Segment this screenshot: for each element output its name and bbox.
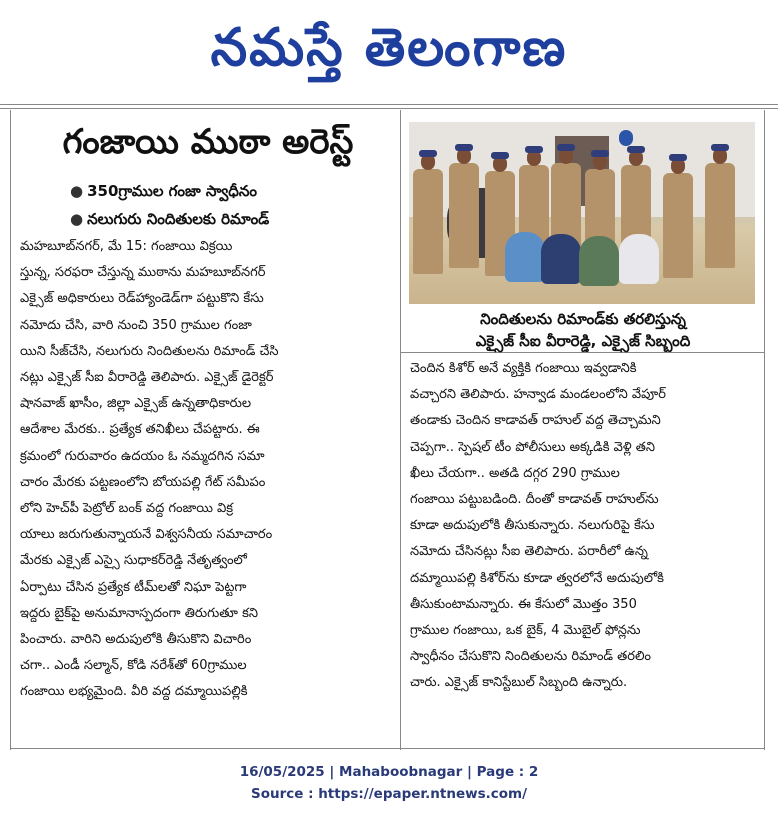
article-body-left [20, 234, 396, 706]
body-line: స్వాధీనం చేసుకొని నిందితులను రిమాండ్ తరలిం [410, 649, 652, 665]
photo-caption [410, 308, 756, 352]
bullet-2-text: నలుగురు నిందితులకు రిమాండ్ [87, 210, 270, 228]
photo-officer [413, 154, 443, 274]
body-line: గంజాయి పట్టుబడింది. దీంతో కాడావత్ రాహుల్‌ను [410, 492, 659, 508]
photo-accused [505, 232, 545, 282]
headline: గంజాయి ముఠా అరెస్ట్ [62, 122, 354, 162]
photo-accused [579, 236, 619, 286]
bullet-1 [70, 180, 257, 202]
right-border [764, 110, 765, 750]
photo-officer [705, 148, 735, 268]
photo-caption-line-1: నిందితులను రిమాండ్‌కు తరలిస్తున్న [480, 310, 686, 328]
body-line: చగా.. ఎండీ సల్మాన్, కోడి నరేశ్‌తో 60గ్రాముల [20, 658, 247, 674]
body-line: చారం మేరకు పట్టణంలోని బోయపల్లి గేట్ సమీపం [20, 474, 266, 490]
body-line: చెందిన కిశోర్ అనే వ్యక్తికి గంజాయి ఇవ్వడానికి [410, 361, 637, 376]
bottom-rule [10, 748, 764, 749]
photo-accused [541, 234, 581, 284]
body-line: కూడా అదుపులోకి తీసుకున్నారు. నలుగురిపై కేసు [410, 518, 655, 534]
body-line: మేరకు ఎక్సైజ్ ఎస్సై సుధాకర్‌రెడ్డి నేతృత్వంలో [20, 553, 247, 569]
footer-source: Source : https://epaper.ntnews.com/ [250, 786, 528, 802]
body-line: క్రమంలో గురువారం ఉదయం ఓ నమ్మదగిన సమా [20, 448, 265, 464]
body-line: నమోదు చేసి, వారి నుంచి 350 గ్రాముల గంజా [20, 317, 252, 333]
body-line: చెప్పగా.. స్పెషల్ టీం పోలీసులు అక్కడికి వెళ్లి తని [410, 439, 656, 455]
photo-officer [449, 148, 479, 268]
body-line: పించారు. వారిని అదుపులోకి తీసుకొని విచారిం [20, 632, 252, 648]
body-line: ఎక్సైజ్ అధికారులు రెడ్‌హ్యాండెడ్‌గా పట్టుకొని కేసు [20, 291, 264, 307]
footer-dateline: 16/05/2025 | Mahaboobnagar | Page : 2 [239, 764, 539, 780]
bullet-dot-icon: ● [70, 182, 84, 200]
body-line: మహబూబ్‌నగర్, మే 15: గంజాయి విక్రయి [20, 239, 233, 254]
caption-rule [400, 352, 764, 353]
bullet-1-text: 350గ్రాముల గంజా స్వాధీనం [87, 182, 257, 200]
bullet-dot-icon: ● [70, 210, 84, 228]
photo-sign-icon [619, 130, 633, 146]
body-line: ఖీలు చేయగా.. అతడి దగ్గర 290 గ్రాముల [410, 465, 620, 481]
body-line: ఇద్దరు బైక్‌పై అనుమానాస్పదంగా తిరుగుతూ కని [20, 605, 259, 621]
body-line: షానవాజ్ ఖాసీం, జిల్లా ఎక్సైజ్ ఉన్నతాధికారుల [20, 396, 252, 412]
masthead-rule [0, 104, 778, 105]
photo-officer [663, 158, 693, 278]
newspaper-logo: నమస్తే తెలంగాణ [210, 18, 568, 78]
photo-accused [619, 234, 659, 284]
bullet-2 [70, 208, 269, 230]
body-line: గంజాయి లభ్యమైంది. వీరి వద్ద దమ్మాయిపల్లికి [20, 684, 248, 700]
body-line: ఏర్పాటు చేసిన ప్రత్యేక టీమ్‌లతో నిఘా పెట్టగా [20, 579, 247, 595]
column-divider [400, 110, 401, 750]
body-line: యిని సీజ్‌చేసి, నలుగురు నిందితులను రిమాండ్ చేసి [20, 343, 279, 359]
photo-caption-line-2: ఎక్సైజ్ సీఐ వీరారెడ్డి, ఎక్సైజ్ సిబ్బంది [475, 332, 691, 350]
body-line: యాలు జరుగుతున్నాయనే విశ్వసనీయ సమాచారం [20, 527, 273, 543]
body-line: ఆదేశాల మేరకు.. ప్రత్యేక తనిఖీలు చేపట్టారు. ఈ [20, 422, 260, 438]
body-line: నట్లు ఎక్సైజ్ సీఐ వీరారెడ్డి తెలిపారు. ఎక్సైజ్ డైరెక్టర్ [20, 370, 274, 386]
body-line: వచ్చారని తెలిపారు. హన్వాడ మండలంలోని వేపూర్ [410, 387, 666, 403]
article-body-right [410, 356, 756, 697]
body-line: చారు. ఎక్సైజ్ కానిస్టేబుల్ సిబ్బంది ఉన్నారు. [410, 675, 628, 691]
body-line: తండాకు చెందిన కాడావత్ రాహుల్ వద్ద తెచ్చామని [410, 413, 661, 429]
news-photo [409, 122, 755, 304]
body-line: నమోదు చేసినట్లు సీఐ తెలిపారు. పరారీలో ఉన్న [410, 544, 648, 560]
body-line: లోని హెచ్‌పీ పెట్రోల్ బంక్ వద్ద గంజాయి విక్ర [20, 501, 234, 517]
body-line: దమ్మాయిపల్లి కిశోర్‌ను కూడా త్వరలోనే అదుపులోకి [410, 570, 664, 586]
body-line: గ్రాముల గంజాయి, ఒక బైక్, 4 మొబైల్ ఫోన్లను [410, 623, 641, 639]
body-line: స్తున్న, సరఫరా చేస్తున్న ముఠాను మహబూబ్‌నగర్ [20, 265, 266, 281]
left-border [10, 110, 11, 750]
masthead-rule-2 [0, 108, 778, 109]
body-line: తీసుకుంటామన్నారు. ఈ కేసులో మొత్తం 350 [410, 596, 637, 612]
masthead [0, 0, 778, 104]
